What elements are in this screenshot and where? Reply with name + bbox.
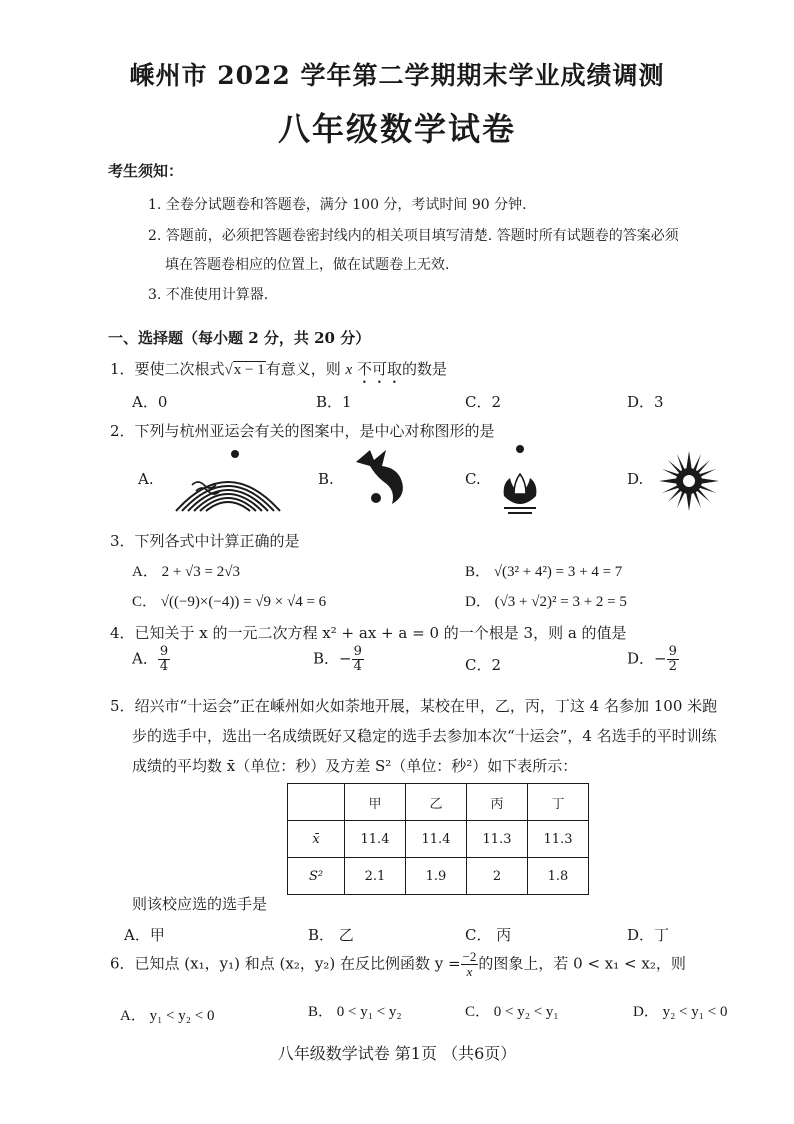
table-cell: 丁 xyxy=(528,784,589,821)
q2-label-d: D. xyxy=(627,470,644,488)
q4-option-a: A． $\frac{9}{4}$ xyxy=(132,644,169,674)
radicand: x − 1 xyxy=(233,362,265,378)
table-cell: S² xyxy=(288,858,345,895)
notice-item-2: 2. 答题前，必须把答题卷密封线内的相关项目填写清楚. 答题时所有试题卷的答案必须 xyxy=(148,228,679,244)
notice-item-1: 1. 全卷分试题卷和答题卷，满分 100 分，考试时间 90 分钟. xyxy=(148,197,527,213)
q6-option-a: A． y₁ < y₂ < 0 xyxy=(120,1008,215,1024)
table-cell: 11.3 xyxy=(528,821,589,858)
emphasis-text: 不可取 xyxy=(357,360,403,378)
q1-option-b: B．1 xyxy=(316,393,352,411)
page-footer: 八年级数学试卷 第1页 （共6页） xyxy=(277,1044,517,1063)
question-5-line-1: 5．绍兴市“十运会”正在嵊州如火如荼地开展，某校在甲，乙，丙，丁这 4 名参加 100 米跑 xyxy=(110,697,718,715)
table-cell: 1.8 xyxy=(528,858,589,895)
q3-option-a: A． 2 + √3 = 2√3 xyxy=(132,564,240,580)
question-3-stem: 3．下列各式中计算正确的是 xyxy=(110,532,300,550)
q4-option-d: D．− $\frac{9}{2}$ xyxy=(627,644,677,674)
table-cell: 11.3 xyxy=(467,821,528,858)
question-2-stem: 2．下列与杭州亚运会有关的图案中，是中心对称图形的是 xyxy=(110,422,495,440)
question-1-stem: 1．要使二次根式√x − 1有意义，则 x 不可取的数是 xyxy=(110,360,448,378)
table-row xyxy=(288,858,589,895)
score-table xyxy=(287,783,589,895)
lotus-emblem-icon xyxy=(498,444,546,516)
notice-item-2-cont: 填在答题卷相应的位置上，做在试题卷上无效. xyxy=(165,257,450,273)
q1-option-d: D．3 xyxy=(627,393,664,411)
q1-option-a: A．0 xyxy=(132,393,168,411)
q4-option-b: B．− $\frac{9}{4}$ xyxy=(313,644,362,674)
q6-option-b: B． 0 < y₁ < y₂ xyxy=(308,1004,402,1020)
question-4-stem: 4．已知关于 x 的一元二次方程 x² + ax + a = 0 的一个根是 3，则 a 的值是 xyxy=(110,624,627,642)
q5-option-a: A．甲 xyxy=(124,926,165,944)
exam-subtitle: 八年级数学试卷 xyxy=(277,110,516,148)
question-5-line-2: 步的选手中，选出一名成绩既好又稳定的选手去参加本次“十运会”，4 名选手的平时训练 xyxy=(132,727,717,745)
sun-emblem-icon xyxy=(659,451,719,511)
question-6-stem: 6．已知点 (x₁，y₁) 和点 (x₂，y₂) 在反比例函数 y = $\frac{-2}{x}$ 的图象上，若 0 < x₁ < x₂，则 xyxy=(110,949,686,979)
q4-option-c: C．2 xyxy=(465,656,502,674)
section-heading: 一、选择题（每小题 2 分，共 20 分） xyxy=(108,329,371,347)
q2-label-b: B. xyxy=(318,470,334,488)
q1-option-c: C．2 xyxy=(465,393,502,411)
q3-option-c: C． √((−9)×(−4)) = √9 × √4 = 6 xyxy=(132,594,327,610)
table-cell xyxy=(288,784,345,821)
q3-option-b: B． √(3² + 4²) = 3 + 4 = 7 xyxy=(465,564,623,580)
table-cell: 甲 xyxy=(345,784,406,821)
table-cell: 乙 xyxy=(406,784,467,821)
q2-label-a: A. xyxy=(138,470,154,488)
question-5-line-3: 成绩的平均数 x̄（单位：秒）及方差 S²（单位：秒²）如下表所示： xyxy=(132,757,578,775)
q6-option-d: D． y₂ < y₁ < 0 xyxy=(633,1004,728,1020)
q5-option-b: B． 乙 xyxy=(308,926,354,944)
table-row xyxy=(288,784,589,821)
wave-emblem-icon xyxy=(172,445,284,515)
question-5-ask: 则该校应选的选手是 xyxy=(132,895,268,913)
table-cell: 11.4 xyxy=(345,821,406,858)
table-cell: 11.4 xyxy=(406,821,467,858)
q6-option-c: C． 0 < y₂ < y₁ xyxy=(465,1004,559,1020)
table-cell: 丙 xyxy=(467,784,528,821)
table-cell: x̄ xyxy=(288,821,345,858)
q3-option-d: D． (√3 + √2)² = 3 + 2 = 5 xyxy=(465,594,627,610)
table-cell: 1.9 xyxy=(406,858,467,895)
table-cell: 2 xyxy=(467,858,528,895)
table-cell: 2.1 xyxy=(345,858,406,895)
notice-heading: 考生须知： xyxy=(108,162,184,180)
q5-option-c: C． 丙 xyxy=(465,926,512,944)
notice-item-3: 3. 不准使用计算器. xyxy=(148,287,269,303)
exam-title: 嵊州市 2022 学年第二学期期末学业成绩调测 xyxy=(129,61,665,90)
table-row xyxy=(288,821,589,858)
fish-emblem-icon xyxy=(352,446,414,508)
q2-label-c: C. xyxy=(465,470,481,488)
q5-option-d: D．丁 xyxy=(627,926,670,944)
